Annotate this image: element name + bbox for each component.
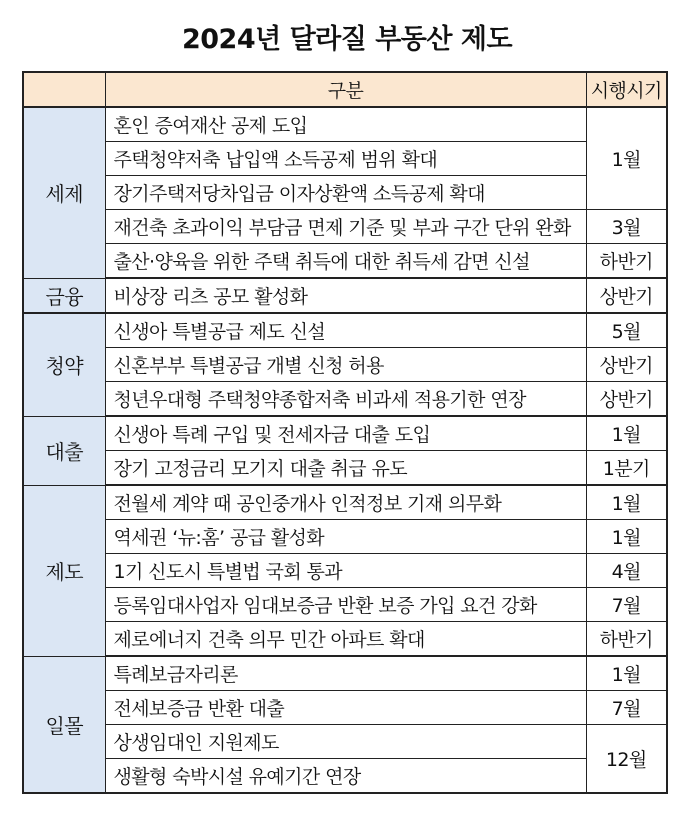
category-cell: 일몰 [23,656,105,793]
category-cell: 세제 [23,107,105,278]
category-cell: 청약 [23,313,105,416]
item-cell: 1기 신도시 특별법 국회 통과 [105,554,586,588]
period-cell: 1월 [586,520,667,554]
item-cell: 역세권 ‘뉴:홈’ 공급 활성화 [105,520,586,554]
item-cell: 주택청약저축 납입액 소득공제 범위 확대 [105,142,586,176]
table-row [23,622,667,657]
category-cell: 대출 [23,416,105,485]
period-cell: 1분기 [586,451,667,486]
item-cell: 장기 고정금리 모기지 대출 취급 유도 [105,451,586,486]
period-cell: 상반기 [586,382,667,417]
period-cell: 1월 [586,416,667,451]
header-category [23,72,105,107]
period-cell: 4월 [586,554,667,588]
item-cell: 전세보증금 반환 대출 [105,691,586,725]
item-cell: 재건축 초과이익 부담금 면제 기준 및 부과 구간 단위 완화 [105,210,586,244]
item-cell: 장기주택저당차입금 이자상환액 소득공제 확대 [105,176,586,210]
table-row [23,554,667,588]
table-row [23,759,667,794]
table-row [23,107,667,142]
table-row [23,520,667,554]
table-row [23,725,667,759]
table-row [23,313,667,348]
item-cell: 청년우대형 주택청약종합저축 비과세 적용기한 연장 [105,382,586,417]
table-row [23,210,667,244]
item-cell: 생활형 숙박시설 유예기간 연장 [105,759,586,794]
item-cell: 신생아 특별공급 제도 신설 [105,313,586,348]
header-period: 시행시기 [586,72,667,107]
item-cell: 전월세 계약 때 공인중개사 인적정보 기재 의무화 [105,485,586,520]
page-title: 2024년 달라질 부동산 제도 [181,24,513,55]
period-cell: 하반기 [586,622,667,657]
period-cell: 1월 [586,485,667,520]
period-cell: 1월 [586,656,667,691]
table-row [23,451,667,486]
period-cell: 12월 [586,725,667,794]
table-row [23,176,667,210]
table-row [23,244,667,279]
table-row [23,691,667,725]
period-cell: 1월 [586,107,667,210]
period-cell: 상반기 [586,348,667,382]
category-cell: 제도 [23,485,105,656]
policy-table [22,71,668,794]
item-cell: 특례보금자리론 [105,656,586,691]
table-row [23,278,667,313]
period-cell: 3월 [586,210,667,244]
header-row [23,72,667,107]
item-cell: 출산·양육을 위한 주택 취득에 대한 취득세 감면 신설 [105,244,586,279]
table-row [23,588,667,622]
period-cell: 7월 [586,588,667,622]
table-row [23,416,667,451]
table-row [23,382,667,417]
item-cell: 신혼부부 특별공급 개별 신청 허용 [105,348,586,382]
table-row [23,348,667,382]
item-cell: 제로에너지 건축 의무 민간 아파트 확대 [105,622,586,657]
item-cell: 상생임대인 지원제도 [105,725,586,759]
period-cell: 7월 [586,691,667,725]
item-cell: 비상장 리츠 공모 활성화 [105,278,586,313]
item-cell: 혼인 증여재산 공제 도입 [105,107,586,142]
header-item: 구분 [105,72,586,107]
category-cell: 금융 [23,278,105,313]
table-row [23,485,667,520]
period-cell: 하반기 [586,244,667,279]
period-cell: 5월 [586,313,667,348]
item-cell: 등록임대사업자 임대보증금 반환 보증 가입 요건 강화 [105,588,586,622]
period-cell: 상반기 [586,278,667,313]
table-row [23,656,667,691]
item-cell: 신생아 특례 구입 및 전세자금 대출 도입 [105,416,586,451]
table-row [23,142,667,176]
